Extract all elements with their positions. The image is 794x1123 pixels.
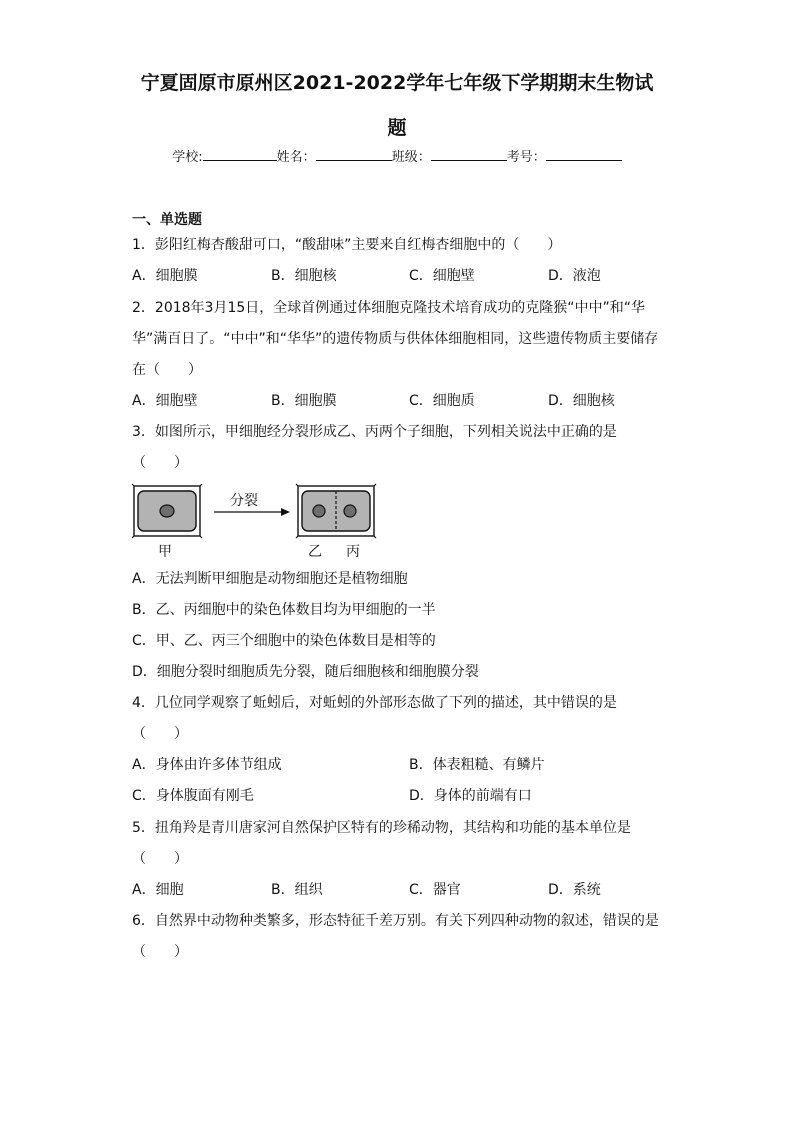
name-label: 姓名： bbox=[276, 150, 316, 165]
q2-stem-line1: 2．2018年3月15日，全球首例通过体细胞克隆技术培育成功的克隆猴“中中”和“华 bbox=[132, 300, 646, 316]
q5-stem-line1: 5．扭角羚是青川唐家河自然保护区特有的珍稀动物，其结构和功能的基本单位是 bbox=[132, 820, 631, 836]
q3-stem-line1: 3．如图所示，甲细胞经分裂形成乙、丙两个子细胞，下列相关说法中正确的是 bbox=[132, 424, 617, 440]
q4-option-d: D．身体的前端有口 bbox=[409, 788, 532, 804]
exam-no-blank[interactable] bbox=[546, 147, 622, 161]
cell-jia bbox=[132, 484, 202, 538]
q6-stem-line1: 6．自然界中动物种类繁多，形态特征千差万别。有关下列四种动物的叙述，错误的是 bbox=[132, 913, 659, 929]
q1-option-c: C．细胞壁 bbox=[409, 268, 475, 284]
section-title: 一、单选题 bbox=[132, 212, 202, 228]
q5-option-a: A．细胞 bbox=[132, 882, 184, 898]
cell-division-figure bbox=[128, 478, 388, 560]
q3-option-a: A．无法判断甲细胞是动物细胞还是植物细胞 bbox=[132, 571, 408, 587]
q5-option-d: D．系统 bbox=[548, 882, 601, 898]
q2-option-c: C．细胞质 bbox=[409, 393, 475, 409]
q3-option-c: C．甲、乙、丙三个细胞中的染色体数目是相等的 bbox=[132, 633, 436, 649]
q3-stem-line2: （ ） bbox=[132, 455, 188, 471]
q2-stem-line2: 华”满百日了。“中中”和“华华”的遗传物质与供体体细胞相同，这些遗传物质主要储存 bbox=[132, 331, 659, 347]
q6-stem-line2: （ ） bbox=[132, 944, 188, 960]
q4-stem-line1: 4．几位同学观察了蚯蚓后，对蚯蚓的外部形态做了下列的描述，其中错误的是 bbox=[132, 695, 617, 711]
label-jia: 甲 bbox=[158, 544, 172, 560]
q1-option-b: B．细胞核 bbox=[271, 268, 337, 284]
q4-option-a: A．身体由许多体节组成 bbox=[132, 757, 282, 773]
q2-option-b: B．细胞膜 bbox=[271, 393, 337, 409]
page-title-line2: 题 bbox=[387, 117, 407, 139]
arrow-label: 分裂 bbox=[230, 493, 258, 509]
q4-option-b: B．体表粗糙、有鳞片 bbox=[409, 757, 545, 773]
school-label: 学校: bbox=[172, 150, 203, 165]
q2-option-a: A．细胞壁 bbox=[132, 393, 198, 409]
division-arrow bbox=[214, 508, 290, 516]
q3-option-b: B．乙、丙细胞中的染色体数目均为甲细胞的一半 bbox=[132, 602, 436, 618]
class-label: 班级： bbox=[391, 150, 431, 165]
cell-yi-bing bbox=[296, 484, 376, 538]
q2-option-d: D．细胞核 bbox=[548, 393, 615, 409]
label-yi: 乙 bbox=[308, 544, 322, 560]
q4-stem-line2: （ ） bbox=[132, 726, 188, 742]
q1-option-a: A．细胞膜 bbox=[132, 268, 198, 284]
q5-option-c: C．器官 bbox=[409, 882, 461, 898]
q5-stem-line2: （ ） bbox=[132, 851, 188, 867]
q3-option-d: D．细胞分裂时细胞质先分裂，随后细胞核和细胞膜分裂 bbox=[132, 664, 479, 680]
q1-option-d: D．液泡 bbox=[548, 268, 601, 284]
exam-no-label: 考号： bbox=[506, 150, 546, 165]
q4-option-c: C．身体腹面有刚毛 bbox=[132, 788, 254, 804]
page-title-line1: 宁夏固原市原州区2021-2022学年七年级下学期期末生物试 bbox=[140, 72, 654, 94]
class-blank[interactable] bbox=[431, 147, 507, 161]
label-bing: 丙 bbox=[346, 544, 360, 560]
q5-option-b: B．组织 bbox=[271, 882, 323, 898]
name-blank[interactable] bbox=[316, 147, 392, 161]
student-info-row bbox=[0, 146, 794, 165]
q2-stem-line3: 在（ ） bbox=[132, 362, 202, 378]
school-blank[interactable] bbox=[203, 147, 277, 161]
q1-stem: 1．彭阳红梅杏酸甜可口，“酸甜味”主要来自红梅杏细胞中的（ ） bbox=[132, 237, 562, 253]
